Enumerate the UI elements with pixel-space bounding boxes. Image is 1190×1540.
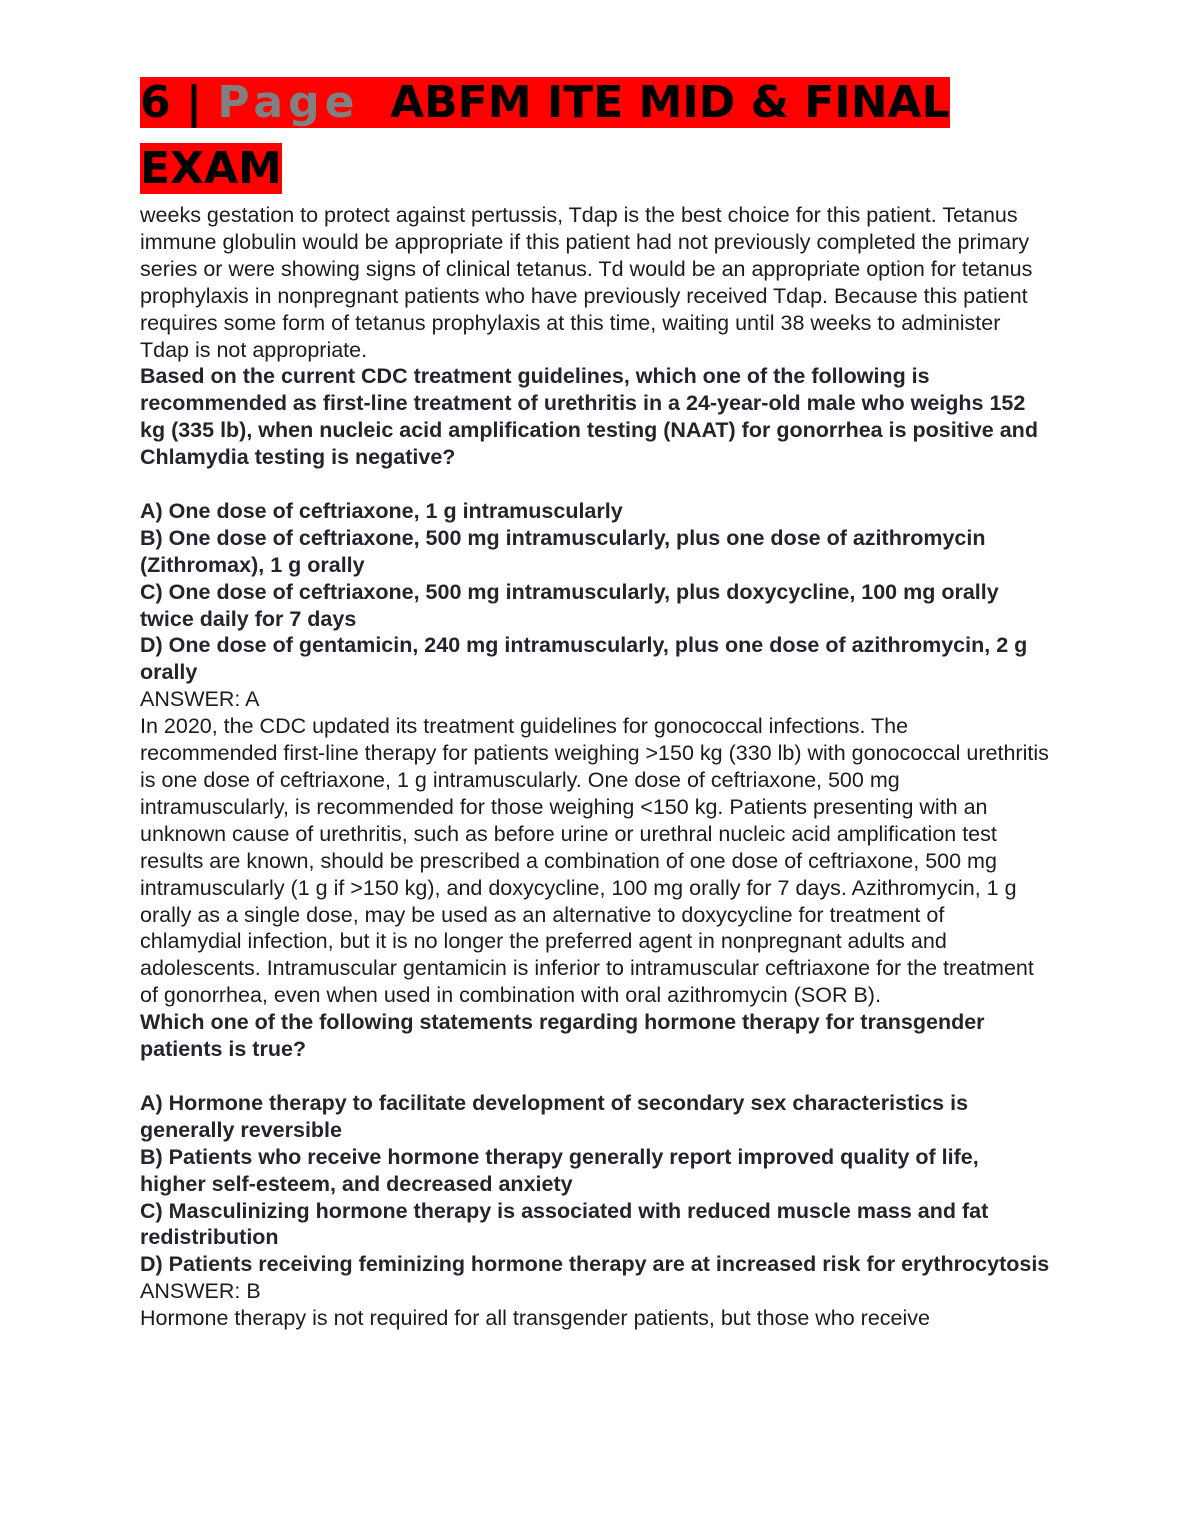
- answer-option: D) One dose of gentamicin, 240 mg intramuscularly, plus one dose of azithromycin, 2 g orally: [140, 633, 1028, 685]
- document-body: [140, 202, 1050, 1332]
- header-separator: |: [170, 77, 218, 128]
- header-highlight: [140, 77, 950, 194]
- page-header: [140, 70, 1050, 202]
- question-block: [140, 1009, 1050, 1332]
- question-block: [140, 363, 1050, 1009]
- answer-option: A) One dose of ceftriaxone, 1 g intramuscularly: [140, 498, 623, 523]
- answer-option: B) Patients who receive hormone therapy generally report improved quality of life, higher self-esteem, and decreased anxiety: [140, 1144, 979, 1196]
- spacer: [140, 471, 1050, 498]
- answer-option: C) Masculinizing hormone therapy is associated with reduced muscle mass and fat redistribution: [140, 1198, 989, 1250]
- document-page: [140, 70, 1050, 1332]
- page-label: Page: [217, 77, 360, 128]
- question-stem: Which one of the following statements regarding hormone therapy for transgender patients is true?: [140, 1010, 985, 1062]
- answer-key: ANSWER: A: [140, 687, 260, 712]
- spacer: [140, 1063, 1050, 1090]
- intro-paragraph: weeks gestation to protect against pertussis, Tdap is the best choice for this patient. Tetanus immune globulin would be appropriate if this patient had not previously completed the primary series or were showing signs of clinical tetanus. Td would be an appropriate option for tetanus prophylaxis in nonpregnant patients who have previously received Tdap. Because this patient requires some form of tetanus prophylaxis at this time, waiting until 38 weeks to administer Tdap is not appropriate.: [140, 203, 1033, 362]
- answer-explanation: Hormone therapy is not required for all transgender patients, but those who receive: [140, 1306, 930, 1331]
- document-title: ABFM ITE MID & FINAL EXAM: [140, 77, 950, 194]
- answer-key: ANSWER: B: [140, 1279, 261, 1304]
- page-number: 6: [140, 77, 171, 128]
- answer-option: A) Hormone therapy to facilitate development of secondary sex characteristics is generally reversible: [140, 1090, 969, 1142]
- answer-option: C) One dose of ceftriaxone, 500 mg intramuscularly, plus doxycycline, 100 mg orally twice daily for 7 days: [140, 579, 999, 631]
- answer-option: D) Patients receiving feminizing hormone therapy are at increased risk for erythrocytosis: [140, 1252, 1050, 1277]
- question-stem: Based on the current CDC treatment guidelines, which one of the following is recommended as first-line treatment of urethritis in a 24-year-old male who weighs 152 kg (335 lb), when nucleic acid amplification testing (NAAT) for gonorrhea is positive and Chlamydia testing is negative?: [140, 364, 1038, 470]
- answer-option: B) One dose of ceftriaxone, 500 mg intramuscularly, plus one dose of azithromycin (Zithromax), 1 g orally: [140, 525, 986, 577]
- answer-explanation: In 2020, the CDC updated its treatment guidelines for gonococcal infections. The recommended first-line therapy for patients weighing >150 kg (330 lb) with gonococcal urethritis is one dose of ceftriaxone, 1 g intramuscularly. One dose of ceftriaxone, 500 mg intramuscularly, is recommended for those weighing <150 kg. Patients presenting with an unknown cause of urethritis, such as before urine or urethral nucleic acid amplification test results are known, should be prescribed a combination of one dose of ceftriaxone, 500 mg intramuscularly (1 g if >150 kg), and doxycycline, 100 mg orally for 7 days. Azithromycin, 1 g orally as a single dose, may be used as an alternative to doxycycline for treatment of chlamydial infection, but it is no longer the preferred agent in nonpregnant adults and adolescents. Intramuscular gentamicin is inferior to intramuscular ceftriaxone for the treatment of gonorrhea, even when used in combination with oral azithromycin (SOR B).: [140, 714, 1049, 1008]
